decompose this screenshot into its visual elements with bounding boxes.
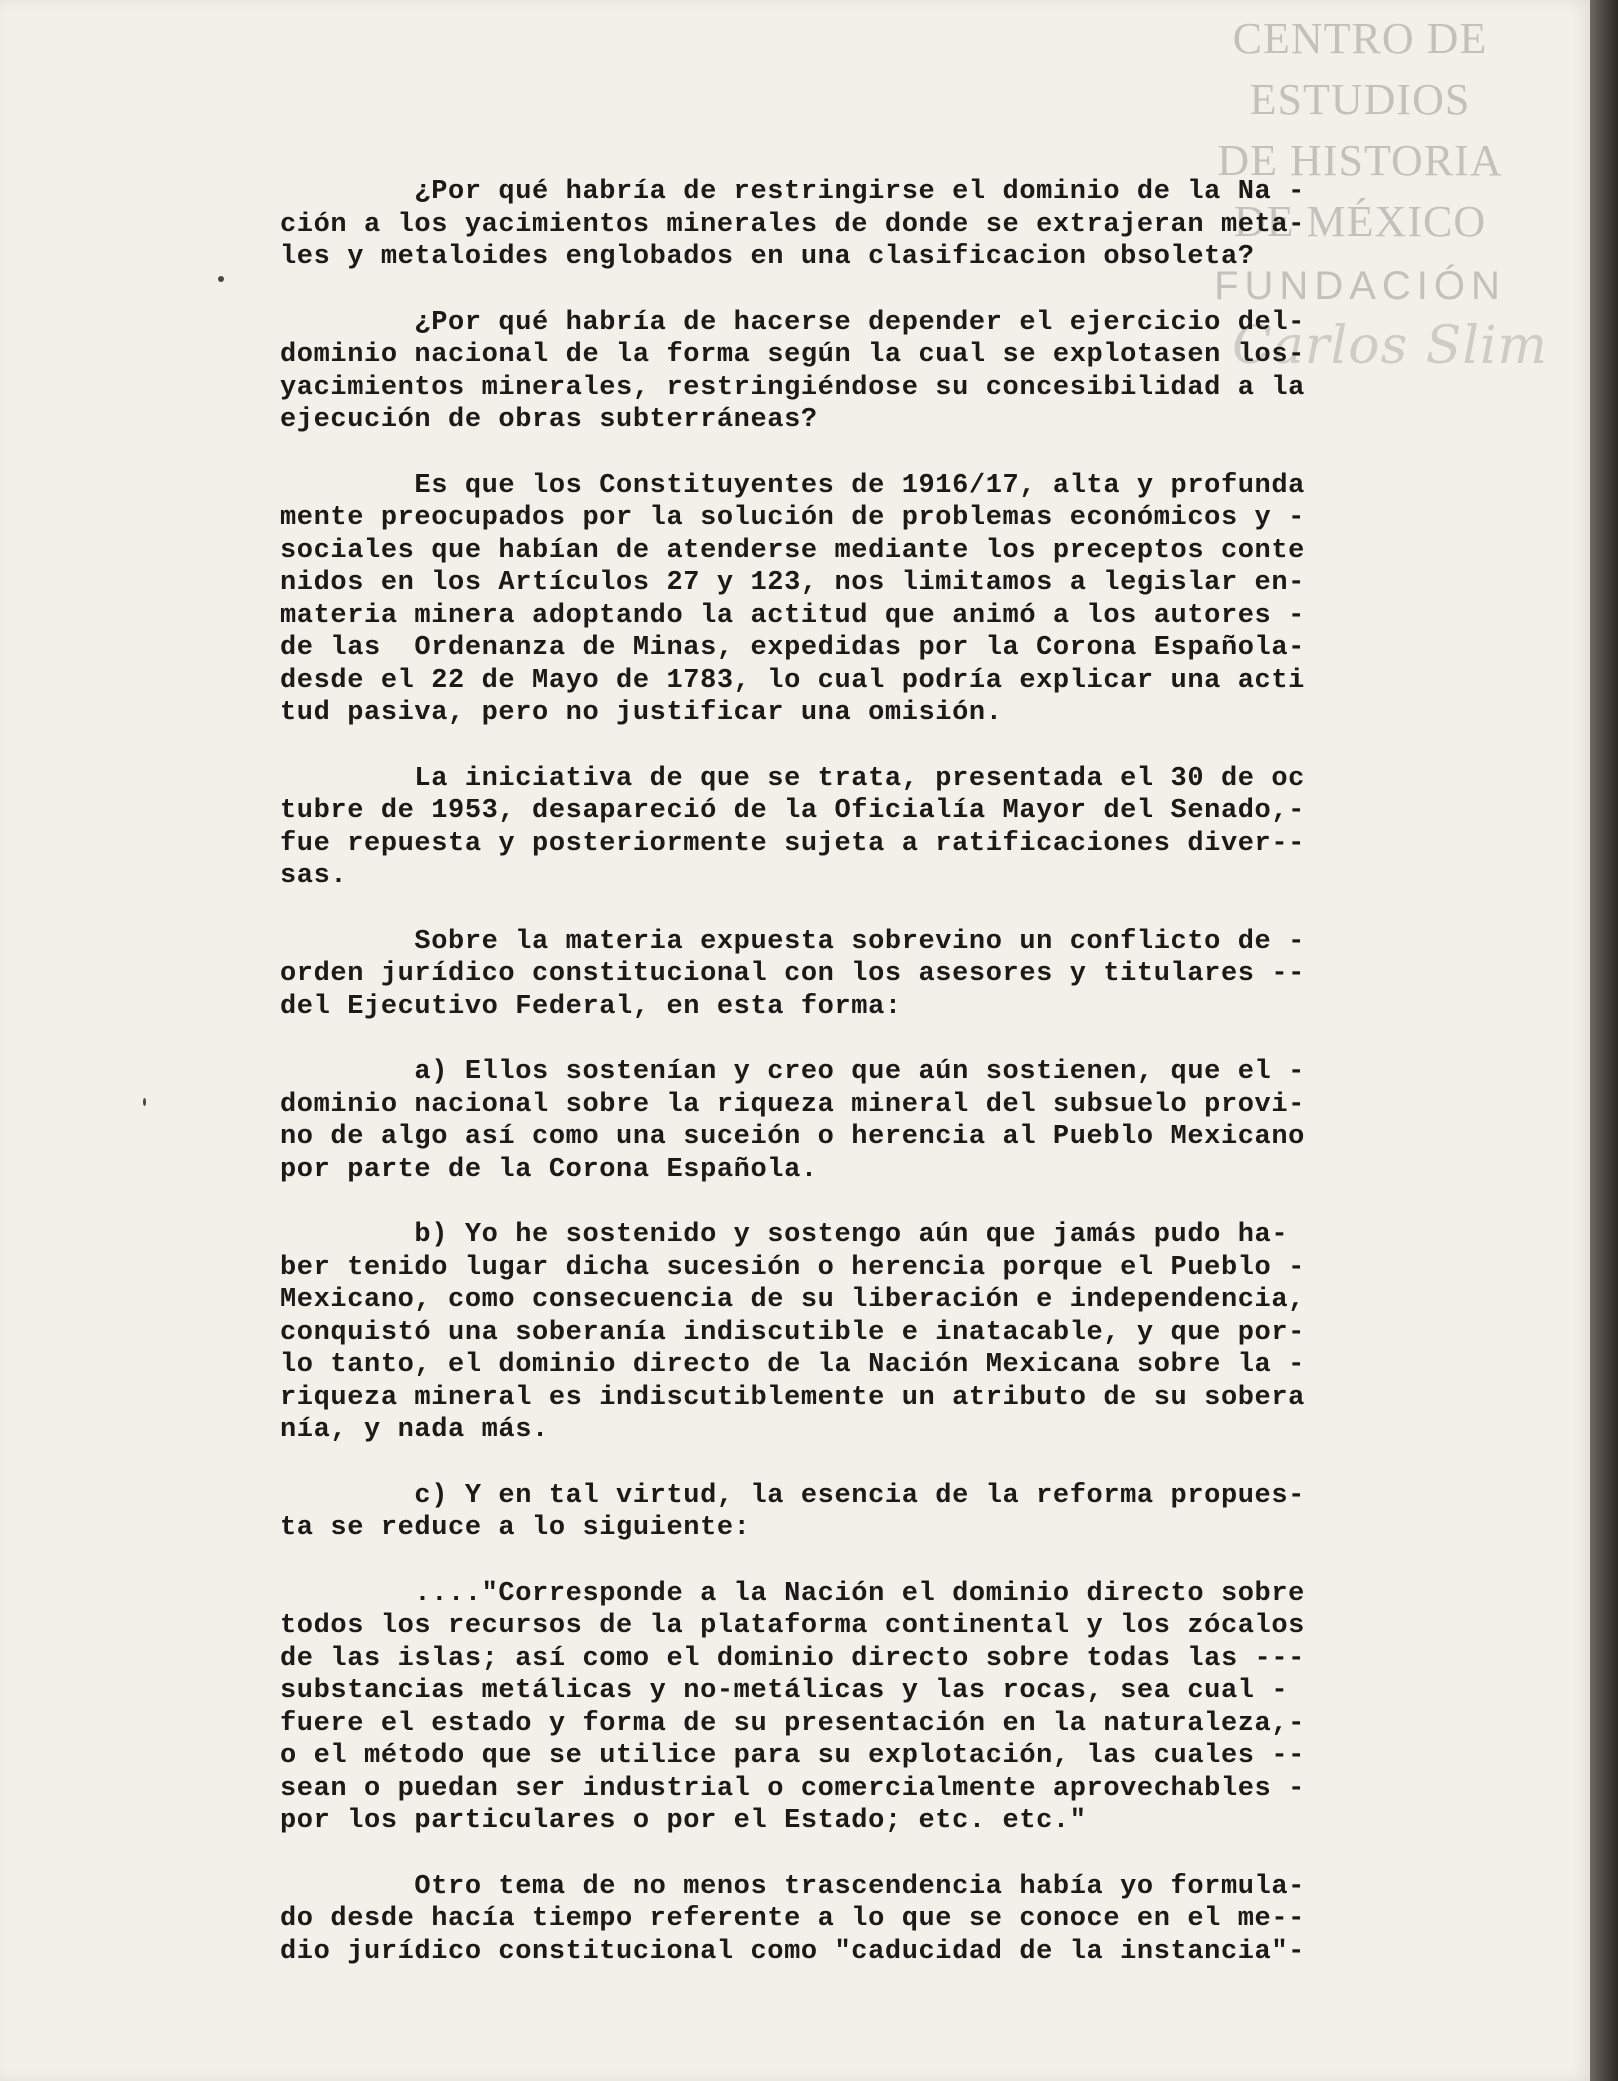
text-line: Es que los Constituyentes de 1916/17, alta y profunda (280, 470, 1305, 501)
text-line: sean o puedan ser industrial o comercialmente aprovechables - (280, 1773, 1305, 1804)
text-line: tud pasiva, pero no justificar una omisión. (280, 698, 1003, 728)
text-line: mente preocupados por la solución de problemas económicos y - (280, 503, 1305, 533)
watermark-fundacion: FUNDACIÓN (1214, 264, 1506, 308)
watermark-signature: Carlos Slim (1232, 316, 1548, 376)
text-line: substancias metálicas y no-metálicas y las rocas, sea cual - (280, 1676, 1289, 1706)
paragraph (280, 1480, 1480, 1545)
paragraph (280, 1056, 1480, 1186)
text-line: do desde hacía tiempo referente a lo que se conoce en el me-- (280, 1904, 1305, 1934)
text-line: ¿Por qué habría de hacerse depender el ejercicio del- (280, 307, 1305, 338)
paragraph (280, 1578, 1480, 1838)
text-line: de las Ordenanza de Minas, expedidas por la Corona Española- (280, 633, 1305, 663)
paper-speck (143, 1098, 146, 1106)
paragraph (280, 307, 1480, 437)
paragraph (280, 1871, 1480, 1969)
scan-edge-shadow (1590, 0, 1618, 2081)
typed-letter-body (280, 176, 1480, 2001)
text-line: conquistó una soberanía indiscutible e inatacable, y que por- (280, 1317, 1305, 1348)
paragraph (280, 176, 1480, 274)
paragraph (280, 763, 1480, 893)
text-line: del Ejecutivo Federal, en esta forma: (280, 991, 902, 1022)
text-line: fuere el estado y forma de su presentación en la naturaleza,- (280, 1708, 1305, 1739)
text-line: b) Yo he sostenido y sostengo aún que jamás pudo ha- (280, 1220, 1289, 1250)
watermark-line: DE HISTORIA (1217, 136, 1503, 185)
text-line: a) Ellos sostenían y creo que aún sostienen, que el - (280, 1057, 1305, 1087)
text-line: Mexicano, como consecuencia de su liberación e independencia, (280, 1285, 1305, 1315)
text-line: sociales que habían de atenderse mediante los preceptos conte (280, 535, 1305, 566)
text-line: ejecución de obras subterráneas? (280, 405, 818, 435)
text-line: les y metaloides englobados en una clasificacion obsoleta? (280, 242, 1255, 272)
text-line: por parte de la Corona Española. (280, 1154, 818, 1185)
text-line: de las islas; así como el dominio directo sobre todas las --- (280, 1643, 1305, 1674)
text-line: dominio nacional de la forma según la cual se explotasen los- (280, 340, 1305, 370)
watermark-line: CENTRO DE (1232, 14, 1488, 63)
text-line: no de algo así como una suceión o herencia al Pueblo Mexicano (280, 1122, 1305, 1152)
text-line: ...."Corresponde a la Nación el dominio directo sobre (280, 1578, 1305, 1609)
text-line: sas. (280, 861, 348, 891)
text-line: La iniciativa de que se trata, presentada el 30 de oc (280, 763, 1305, 794)
text-line: desde el 22 de Mayo de 1783, lo cual podría explicar una acti (280, 665, 1305, 696)
text-line: nía, y nada más. (280, 1415, 549, 1445)
watermark-line: DE MÉXICO (1233, 197, 1487, 246)
watermark-line: ESTUDIOS (1249, 75, 1471, 124)
text-line: yacimientos minerales, restringiéndose su concesibilidad a la (280, 372, 1305, 403)
text-line: fue repuesta y posteriormente sujeta a ratificaciones diver-- (280, 828, 1305, 859)
text-line: Otro tema de no menos trascendencia había yo formula- (280, 1871, 1305, 1902)
text-line: lo tanto, el dominio directo de la Nación Mexicana sobre la - (280, 1350, 1305, 1380)
text-line: tubre de 1953, desapareció de la Oficialía Mayor del Senado,- (280, 796, 1305, 826)
paragraph (280, 1219, 1480, 1447)
text-line: todos los recursos de la plataforma continental y los zócalos (280, 1611, 1305, 1641)
text-line: orden jurídico constitucional con los asesores y titulares -- (280, 959, 1305, 989)
text-line: ber tenido lugar dicha sucesión o herencia porque el Pueblo - (280, 1252, 1305, 1283)
text-line: ta se reduce a lo siguiente: (280, 1513, 751, 1543)
paper-speck (218, 276, 224, 282)
text-line: nidos en los Artículos 27 y 123, nos limitamos a legislar en- (280, 568, 1305, 598)
text-line: riqueza mineral es indiscutiblemente un atributo de su sobera (280, 1382, 1305, 1413)
paragraph (280, 470, 1480, 730)
text-line: dio jurídico constitucional como "caducidad de la instancia"- (280, 1936, 1305, 1967)
text-line: materia minera adoptando la actitud que animó a los autores - (280, 600, 1305, 631)
text-line: dominio nacional sobre la riqueza mineral del subsuelo provi- (280, 1089, 1305, 1120)
text-line: ¿Por qué habría de restringirse el dominio de la Na - (280, 177, 1305, 207)
text-line: Sobre la materia expuesta sobrevino un conflicto de - (280, 926, 1305, 957)
text-line: ción a los yacimientos minerales de donde se extrajeran meta- (280, 209, 1305, 240)
text-line: c) Y en tal virtud, la esencia de la reforma propues- (280, 1480, 1305, 1511)
text-line: por los particulares o por el Estado; etc. etc." (280, 1806, 1087, 1836)
paragraph (280, 926, 1480, 1024)
text-line: o el método que se utilice para su explotación, las cuales -- (280, 1741, 1305, 1771)
